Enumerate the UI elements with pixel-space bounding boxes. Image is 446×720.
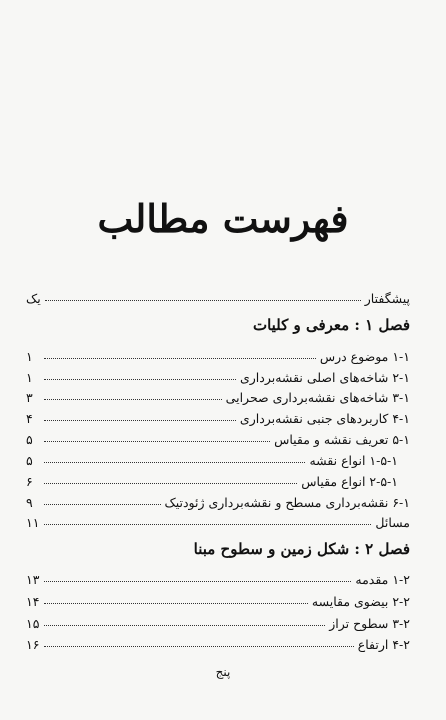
- toc-label: ۴-۲ ارتفاع: [357, 637, 410, 652]
- toc-page-number: ۱۱: [26, 515, 40, 530]
- leader-dots: [44, 379, 236, 380]
- toc-row[interactable]: [26, 365, 410, 385]
- toc-page-number: ۵: [26, 432, 33, 447]
- page-footer-number: پنج: [215, 665, 231, 679]
- toc-label: ۴-۱ کاربردهای جنبی نقشه‌برداری: [239, 411, 410, 426]
- leader-dots: [44, 420, 236, 421]
- toc-page-number: ۱۵: [26, 616, 40, 631]
- toc-page-number: ۴: [26, 411, 33, 426]
- leader-dots: [44, 646, 354, 647]
- toc-row[interactable]: [26, 632, 410, 652]
- leader-dots: [44, 441, 270, 442]
- toc-label: ۶-۱ نقشه‌برداری مسطح و نقشه‌برداری ژئودتیک: [164, 495, 410, 510]
- toc-label: پیشگفتار: [364, 291, 410, 306]
- chapter-1-heading: فصل ۱ : معرفی و کلیات: [252, 316, 410, 334]
- toc-page-number: ۱: [26, 370, 33, 385]
- toc-page-number: ۱۳: [26, 572, 40, 587]
- leader-dots: [44, 399, 222, 400]
- leader-dots: [44, 581, 351, 582]
- toc-label: ۲-۱ شاخه‌های اصلی نقشه‌برداری: [239, 370, 410, 385]
- leader-dots: [45, 300, 361, 301]
- leader-dots: [44, 462, 305, 463]
- toc-page-number: ۱۶: [26, 637, 40, 652]
- toc-page-number: ۵: [26, 453, 33, 468]
- toc-page-number: ۱: [26, 349, 33, 364]
- toc-row[interactable]: [26, 589, 410, 609]
- toc-page-number: ۹: [26, 495, 33, 510]
- leader-dots: [44, 524, 371, 525]
- toc-row[interactable]: [26, 611, 410, 631]
- leader-dots: [44, 603, 308, 604]
- toc-label: مسائل: [375, 515, 410, 530]
- toc-row[interactable]: [26, 510, 410, 530]
- toc-page-number: یک: [26, 291, 41, 306]
- chapter-2-heading: فصل ۲ : شکل زمین و سطوح مبنا: [193, 540, 410, 558]
- toc-row[interactable]: [26, 567, 410, 587]
- toc-label: ۱-۱ موضوع درس: [319, 349, 410, 364]
- leader-dots: [44, 625, 325, 626]
- toc-row[interactable]: [26, 344, 410, 364]
- page-title: فهرست مطالب: [97, 196, 349, 241]
- toc-row[interactable]: [26, 427, 410, 447]
- leader-dots: [44, 483, 297, 484]
- leader-dots: [44, 358, 316, 359]
- toc-label: ۳-۲ سطوح تراز: [329, 616, 410, 631]
- toc-row[interactable]: [26, 469, 410, 489]
- toc-label: ۱-۲ مقدمه: [355, 572, 410, 587]
- toc-label: ۱-۵-۱ انواع نقشه: [309, 453, 398, 468]
- leader-dots: [44, 504, 161, 505]
- toc-row[interactable]: [26, 385, 410, 405]
- toc-page-number: ۶: [26, 474, 33, 489]
- toc-row[interactable]: [26, 490, 410, 510]
- toc-label: ۵-۱ تعریف نقشه و مقیاس: [274, 432, 410, 447]
- toc-label: ۲-۲ بیضوی مقایسه: [311, 594, 410, 609]
- toc-row-preface[interactable]: [26, 286, 410, 306]
- toc-page-number: ۱۴: [26, 594, 40, 609]
- toc-label: ۲-۵-۱ انواع مقیاس: [301, 474, 398, 489]
- toc-row[interactable]: [26, 406, 410, 426]
- toc-row[interactable]: [26, 448, 410, 468]
- toc-label: ۳-۱ شاخه‌های نقشه‌برداری صحرایی: [225, 390, 410, 405]
- toc-page-number: ۳: [26, 390, 33, 405]
